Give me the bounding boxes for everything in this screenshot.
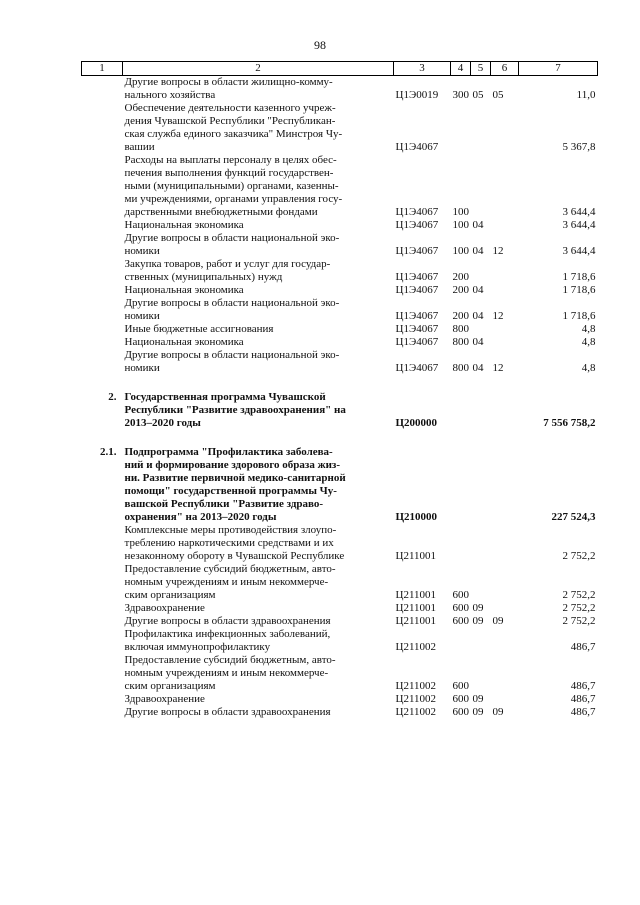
row-title: Государственная программа Чувашской Республики "Развитие здравоохранения" на 2013–2020 годы: [124, 391, 346, 429]
page-number: 98: [314, 38, 326, 52]
expense-type: 200: [452, 310, 469, 322]
section: 04: [472, 362, 484, 374]
amount: 1 718,6: [562, 271, 596, 283]
amount: 2 752,2: [562, 602, 596, 614]
amount: 227 524,3: [551, 511, 596, 523]
row-number: [82, 323, 123, 336]
amount: 2 752,2: [562, 589, 596, 601]
subsection: [491, 258, 519, 284]
target-code: Ц1Э4067: [395, 141, 439, 153]
header-col-3: 3: [394, 62, 451, 76]
spacer-cell: [82, 430, 598, 446]
row-number: [82, 232, 123, 258]
row-title: Профилактика инфекционных заболеваний, включая иммунопрофилактику: [124, 628, 331, 653]
section: 04: [472, 284, 484, 296]
subsection: [491, 602, 519, 615]
spacer-row: [82, 375, 598, 391]
row-number: [82, 219, 123, 232]
table-row: [82, 258, 598, 284]
header-col-5: 5: [471, 62, 491, 76]
target-code: Ц211002: [395, 641, 437, 653]
expense-type: [451, 391, 471, 430]
table-row: [82, 615, 598, 628]
table-row: [82, 349, 598, 375]
table-row: [82, 284, 598, 297]
section: [471, 654, 491, 693]
row-title: Другие вопросы в области здравоохранения: [124, 706, 331, 718]
expense-type: [451, 628, 471, 654]
table-row: [82, 654, 598, 693]
section: 04: [472, 310, 484, 322]
row-title: Национальная экономика: [124, 284, 244, 296]
table-row: [82, 219, 598, 232]
row-number: [82, 154, 123, 219]
expense-type: 200: [452, 284, 469, 296]
target-code: Ц1Э4067: [395, 219, 439, 231]
subsection: 12: [492, 362, 504, 374]
expense-type: 600: [452, 680, 469, 692]
section: [471, 446, 491, 524]
row-number: [82, 524, 123, 563]
target-code: Ц1Э4067: [395, 271, 439, 283]
table-row: [82, 336, 598, 349]
row-number: [82, 336, 123, 349]
table-row: [82, 693, 598, 706]
amount: 486,7: [570, 693, 596, 705]
section: [471, 628, 491, 654]
expense-type: 200: [452, 271, 469, 283]
header-col-2: 2: [123, 62, 394, 76]
amount: 2 752,2: [562, 550, 596, 562]
subsection: [491, 336, 519, 349]
row-number: [82, 654, 123, 693]
row-title: Закупка товаров, работ и услуг для государ- ственных (муниципальных) нужд: [124, 258, 331, 283]
expense-type: 100: [452, 245, 469, 257]
subsection: [491, 154, 519, 219]
row-number: 2.1.: [100, 446, 117, 458]
target-code: Ц210000: [395, 511, 438, 523]
subsection: [491, 693, 519, 706]
table-row: [82, 446, 598, 524]
table-body: [82, 76, 598, 720]
row-title: Другие вопросы в области национальной эко- номики: [124, 232, 340, 257]
subsection: [491, 391, 519, 430]
subsection: 09: [492, 615, 504, 627]
section: [471, 154, 491, 219]
table-row: [82, 563, 598, 602]
subsection: 05: [492, 89, 504, 101]
target-code: Ц1Э0019: [395, 89, 439, 101]
row-number: [82, 284, 123, 297]
row-title: Подпрограмма "Профилактика заболева- ний и формирование здорового образа жиз- ни. Развитие первичной медико-санитарной помощи" государственной программы Чу- вашской Республики "Развитие здраво- охранения" на 2013–2020 годы: [124, 446, 346, 523]
amount: 3 644,4: [562, 219, 596, 231]
target-code: Ц211002: [395, 706, 437, 718]
target-code: Ц1Э4067: [395, 336, 439, 348]
table-row: [82, 232, 598, 258]
section: [471, 391, 491, 430]
row-number: 2.: [108, 391, 117, 403]
spacer-row: [82, 430, 598, 446]
target-code: Ц211001: [395, 550, 437, 562]
expense-type: 600: [452, 602, 469, 614]
row-number: [82, 615, 123, 628]
table-row: [82, 628, 598, 654]
target-code: Ц1Э4067: [395, 362, 439, 374]
section: [471, 563, 491, 602]
amount: 486,7: [570, 706, 596, 718]
section: 05: [472, 89, 484, 101]
row-number: [82, 602, 123, 615]
budget-table: [81, 61, 598, 719]
header-col-4: 4: [451, 62, 471, 76]
table-row: [82, 323, 598, 336]
subsection: [491, 628, 519, 654]
subsection: [491, 219, 519, 232]
expense-type: 300: [452, 89, 469, 101]
target-code: Ц200000: [395, 417, 438, 429]
target-code: Ц1Э4067: [395, 206, 439, 218]
amount: 7 556 758,2: [543, 417, 596, 429]
row-title: Предоставление субсидий бюджетным, авто- номным учреждениям и иным некоммерче- ским организациям: [124, 654, 336, 692]
expense-type: 600: [452, 706, 469, 718]
row-title: Другие вопросы в области национальной эко- номики: [124, 297, 340, 322]
section: 09: [472, 602, 484, 614]
row-number: [82, 258, 123, 284]
expense-type: [451, 524, 471, 563]
subsection: 12: [492, 245, 504, 257]
table-row: [82, 297, 598, 323]
row-title: Иные бюджетные ассигнования: [124, 323, 274, 335]
subsection: [491, 102, 519, 154]
expense-type: 800: [452, 362, 469, 374]
row-title: Другие вопросы в области жилищно-комму- нального хозяйства: [124, 76, 333, 101]
amount: 4,8: [581, 323, 596, 335]
row-number: [82, 628, 123, 654]
subsection: [491, 284, 519, 297]
section: 09: [472, 615, 484, 627]
amount: 4,8: [581, 362, 596, 374]
target-code: Ц1Э4067: [395, 310, 439, 322]
expense-type: 100: [452, 206, 469, 218]
spacer-cell: [82, 375, 598, 391]
section: 09: [472, 706, 484, 718]
target-code: Ц211001: [395, 615, 437, 627]
amount: 486,7: [570, 641, 596, 653]
table-row: [82, 76, 598, 103]
section: 04: [472, 336, 484, 348]
target-code: Ц211002: [395, 680, 437, 692]
row-number: [82, 693, 123, 706]
table-row: [82, 391, 598, 430]
expense-type: 600: [452, 693, 469, 705]
expense-type: 600: [452, 589, 469, 601]
amount: 486,7: [570, 680, 596, 692]
expense-type: 800: [452, 323, 469, 335]
amount: 3 644,4: [562, 245, 596, 257]
header-col-6: 6: [491, 62, 519, 76]
row-title: Национальная экономика: [124, 336, 244, 348]
row-number: [82, 102, 123, 154]
row-title: Другие вопросы в области национальной эко- номики: [124, 349, 340, 374]
subsection: [491, 323, 519, 336]
row-title: Здравоохранение: [124, 693, 205, 705]
amount: 2 752,2: [562, 615, 596, 627]
row-number: [82, 349, 123, 375]
amount: 1 718,6: [562, 310, 596, 322]
row-title: Комплексные меры противодействия злоупо- треблению наркотическими средствами и их незаконному обороту в Чувашской Республике: [124, 524, 345, 562]
target-code: Ц1Э4067: [395, 323, 439, 335]
table-row: [82, 154, 598, 219]
table-row: [82, 524, 598, 563]
amount: 1 718,6: [562, 284, 596, 296]
subsection: 09: [492, 706, 504, 718]
amount: 5 367,8: [562, 141, 596, 153]
section: 04: [472, 245, 484, 257]
section: [471, 258, 491, 284]
section: [471, 524, 491, 563]
row-title: Другие вопросы в области здравоохранения: [124, 615, 331, 627]
amount: 4,8: [581, 336, 596, 348]
section: [471, 323, 491, 336]
row-title: Предоставление субсидий бюджетным, авто- номным учреждениям и иным некоммерче- ским организациям: [124, 563, 336, 601]
subsection: [491, 524, 519, 563]
row-number: [82, 76, 123, 103]
row-number: [82, 563, 123, 602]
row-number: [82, 297, 123, 323]
row-number: [82, 706, 123, 719]
table-row: [82, 602, 598, 615]
expense-type: [451, 446, 471, 524]
target-code: Ц211001: [395, 602, 437, 614]
table-row: [82, 102, 598, 154]
section: 04: [472, 219, 484, 231]
target-code: Ц211001: [395, 589, 437, 601]
expense-type: [451, 102, 471, 154]
section: [471, 102, 491, 154]
header-col-7: 7: [519, 62, 598, 76]
amount: 3 644,4: [562, 206, 596, 218]
expense-type: 800: [452, 336, 469, 348]
target-code: Ц1Э4067: [395, 284, 439, 296]
subsection: 12: [492, 310, 504, 322]
subsection: [491, 446, 519, 524]
row-title: Здравоохранение: [124, 602, 205, 614]
table-header: [82, 62, 598, 76]
header-col-1: 1: [82, 62, 123, 76]
row-title: Расходы на выплаты персоналу в целях обес- печения выполнения функций государствен- ными (муниципальными) органами, казенны- ми учреждениями, органами управления госу- дарственными внебюджетными фондами: [124, 154, 343, 218]
amount: 11,0: [576, 89, 596, 101]
section: 09: [472, 693, 484, 705]
table-row: [82, 706, 598, 719]
expense-type: 100: [452, 219, 469, 231]
target-code: Ц1Э4067: [395, 245, 439, 257]
subsection: [491, 654, 519, 693]
row-title: Обеспечение деятельности казенного учреж- дения Чувашской Республики "Республикан- ская служба единого заказчика" Минстроя Чу- вашии: [124, 102, 343, 153]
row-title: Национальная экономика: [124, 219, 244, 231]
target-code: Ц211002: [395, 693, 437, 705]
subsection: [491, 563, 519, 602]
expense-type: 600: [452, 615, 469, 627]
